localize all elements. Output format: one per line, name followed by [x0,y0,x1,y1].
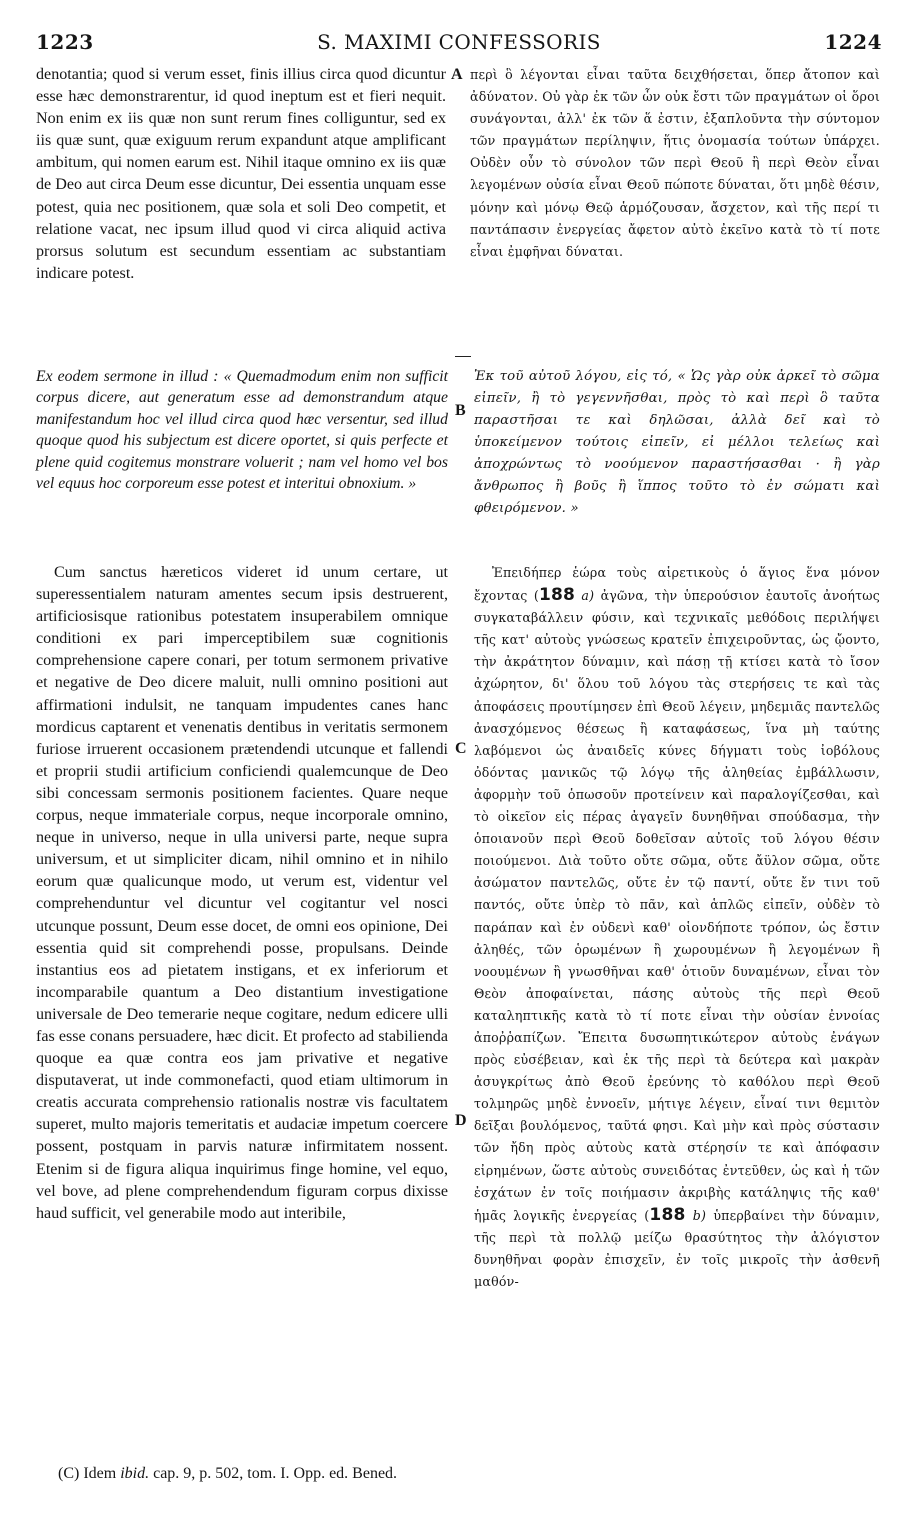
latin-column-section-1: denotantia; quod si verum esset, finis illius circa quod dicuntur esse hæc demonstrarentur, id quod ineptum est et fieri nequit. Non enim ex iis quæ non sunt rerum fines colliguntur, sed ex iis quæ sunt, quæ exiguum rerum expandunt atque amplificant ambitum, qui nomen earum est. Nihil itaque omnino ex iis quæ de Deo aut circa Deum esse dicuntur, Dei essentia unquam esse potest, quia nec positionem, quæ sola et soli Deo competit, et relatione vacat, nec ipsum illud quod vi circa aliquid activa prorsus solutum est secundum essentiam ac substantiam indicare potest. [36,66,446,282]
greek-column-section-3: Ἐπειδήπερ ἑώρα τοὺς αἱρετικοὺς ὁ ἅγιος ἕνα μόνον ἔχοντας (188 a) ἀγῶνα, τὴν ὑπερούσιον ἑαυτοῖς ἀνοήτως συγκαταβάλλειν φύσιν, καὶ τεχνικαῖς μεθόδοις περιλήψει τῆς κατ' αὐτοὺς γνώσεως κρατεῖν ἐπιχειροῦντας, ὡς ᾤοντο, τὴν ἀκράτητον δύναμιν, καὶ πάσῃ τῇ κτίσει κατὰ τὸ ἴσον ἀχώρητον, δι' ὅλου τοῦ λόγου τὰς στερήσεις τε καὶ τὰς ἀποφάσεις προυτίμησεν ἐπὶ Θεοῦ λέγειν, μηδεμιᾶς παντελῶς ἀνασχόμενος θέσεως ἢ καταφάσεως, ἵνα μὴ ταύτης λαβόμενοι ὡς ἀναιδεῖς κύνες δήγματι τοὺς ἰοβόλους ὀδόντας μανικῶς τῷ λόγῳ τῆς ἀληθείας ἐμβάλλωσιν, ἀφορμὴν τοῦ ὁπωσοῦν προτείνειν καὶ παραλογίζεσθαι, καὶ τὸ οἰκεῖον εἰς πέρας ἀγαγεῖν δυνηθῆναι σπούδασμα, τὴν ὁποιανοῦν περὶ Θεοῦ δοθεῖσαν αὐτοῖς τοῦ λόγου θέσιν ποιούμενοι. Διὰ τοῦτο οὔτε σῶμα, οὔτε ἄϋλον σῶμα, οὔτε ἀσώματον παντελῶς, οὔτε ἐν τῷ παντί, οὔτε ἔν τινι τοῦ παντός, οὔτε ὑπὲρ τὸ πᾶν, καὶ ἁπλῶς εἰπεῖν, οὐδὲν τὸ παράπαν καὶ ἐν οὐδενὶ καθ' οἱονδήποτε τρόπον, ὡς ἔστιν ἀληθές, τῶν ὁρωμένων ἢ χωρουμένων ἢ λεγομένων ἢ νοουμένων ἢ γνωσθῆναι καθ' ὁτιοῦν δυναμένων, εἶναι τὸν Θεὸν ἀποφαίνεται, πάσης αὐτοὺς τῆς περὶ Θεοῦ καταληπτικῆς κατὰ τὸ τί ποτε εἶναι τὴν οὐσίαν ἐννοίας ἀποῤῥαπίζων. Ἔπειτα δυσωπητικώτερον αὐτοὺς ἐνάγων πρὸς εὐσέβειαν, καὶ ἐκ τῆς περὶ τὰ δεύτερα καὶ μακρὰν ἀσυγκρίτως ἀπὸ Θεοῦ ἐρεύνης τὸ καθόλου περὶ Θεοῦ τολμηρῶς μηδὲ ἐννοεῖν, μήτιγε λέγειν, εἶναί τινι θεμιτὸν δεῖξαι βουλόμενος, ταῦτά φησι. Καὶ μὴν καὶ πρὸς σύστασιν τῶν ἤδη πρὸς αὐτοὺς κατὰ στέρησίν τε καὶ ἀπόφασιν εἰρημένων, ὥστε αὐτοὺς συνειδότας ἐντεῦθεν, ὡς καὶ ἡ τῶν ἐσχάτων ἐν τοῖς ποιήμασιν ἀκριβὴς κατάληψις τῆς καθ' ἡμᾶς λογικῆς ἐνεργείας (188 b) ὑπερβαίνει τὴν δύναμιν, τῆς περὶ τὰ πολλῷ μείζω θρασύτητος τὴν ἀλόγιστον δυνηθῆναι φορὰν ἐπισχεῖν, ἐν τοῖς μικροῖς τὴν ἀσθενῆ μαθόν- [474,565,880,1289]
latin-column-section-2: Ex eodem sermone in illud : « Quemadmodum enim non sufficit corpus dicere, aut generatum esse ad demonstrandum atque manifestandum hoc vel illud circa quod hæc versentur, sed illud quoque quod his subjectum est dicere oportet, si quis perfecte et plene quid cogitemus monstrare voluerit ; nam vel homo vel bos vel equus hoc corporeum esse potest et interitui obnoxium. » [36,368,448,493]
greek-column-section-2: Ἐκ τοῦ αὐτοῦ λόγου, εἰς τό, « Ὡς γὰρ οὐκ ἀρκεῖ τὸ σῶμα εἰπεῖν, ἢ τὸ γεγεννῆσθαι, πρὸς τὸ καὶ περὶ ὃ ταῦτα παραστῆσαι τε καὶ δηλῶσαι, ἀλλὰ δεῖ καὶ τὸ ὑποκείμενον τούτοις εἰπεῖν, εἰ μέλλοι τελείως καὶ ἀποχρώντως τὸ νοούμενον παραστήσασθαι · ἢ γὰρ ἄνθρωπος ἢ βοῦς ἢ ἵππος τοῦτο τὸ ἐν σώματι καὶ φθειρόμενον. » [474,369,880,516]
footnote-text-ibid: ibid. [120,1465,150,1482]
column-sub-b: b) [692,1207,707,1223]
latin-column-section-3: Cum sanctus hæreticos videret id unum certare, ut superessentialem naturam amentes secum ipsis destruerent, artificiosisque rationibus potestatem insuperabilem omnique conditioni ex pari imperceptibilem suæ cognitionis comprehensione capere conari, per totum sermonem privative et negative de Deo dicere maluit, nulli omnino positioni aut affirmationi indulsit, ne tanquam impudentes canes hanc mordicus captarent et venenatis dentibus in veritatis sermonem furiose irruerent occasionem prætendendi utcunque et fallendi et proprii studii artificium conficiendi qualemcunque de Deo sibi concessam sermonis positionem facientes. Quare neque corpus, neque immateriale corpus, neque incorporale omnino, neque in universo, neque in ulla universi parte, neque supra universum, et ut simpliciter dicam, nihil omnino et in nihilo eorum quæ qualicunque modo, ut verum est, videntur vel comprehenduntur vel dicuntur vel cogitantur vel nosci utcunque possunt, Deum esse docet, de omni eos opinione, Dei essentia quid sit comprehendi posse, propulsans. Deinde instantius eos ad pietatem instigans, et ex inferiorum et incomparabile quantum a Deo distantium investigatione universale de Deo temerarie neque cogitare, nedum edicere ulli fas esse conans persuadere, hæc dicit. Et profecto ad stabilienda quoque ea quæ contra eos jam privative et negative disputaverat, ut inde commonefacti, quod etiam ultimorum in creatis accurata comprehensio rationalis nostræ vis facultatem superet, multo majoris temeritatis et audaciæ impetum coercere possent, postquam in parvis naturæ infirmitatem nossent. Etenim si de figura aliqua inquirimus finge homine, vel equo, vel bove, ad plene comprehendendum figuram corpus dixisse haud sufficit, vel generabile modo aut interibile, [36,564,448,1222]
margin-letter-d: D [455,1112,467,1129]
footnote-text-ref: cap. 9, p. 502, tom. I. Opp. ed. Bened. [153,1465,398,1482]
column-number-188a: 188 [539,585,576,606]
footnote-mark: (C) [58,1465,80,1482]
footnote [58,1465,397,1483]
greek-text-part-c: ὑπερβαίνει τὴν δύναμιν, τῆς περὶ τὰ πολλῷ μείζω θρασύτητος τὴν ἀλόγιστον δυνηθῆναι φορὰν ἐπισχεῖν, ἐν τοῖς μικροῖς τὴν ἀσθενῆ μαθόν- [474,1207,880,1289]
greek-text-part-a: Ἐπειδήπερ ἑώρα τοὺς αἱρετικοὺς ὁ ἅγιος ἕνα μόνον ἔχοντας [474,565,880,604]
margin-letter-b: B [455,402,466,419]
running-title: S. MAXIMI CONFESSORIS [317,30,601,54]
column-number-188b: 188 [649,1204,686,1225]
page-header [36,30,882,58]
column-sub-a: a) [581,588,595,604]
page-number-right: 1224 [824,30,882,54]
footnote-text-idem: Idem [83,1465,117,1482]
section-divider [455,356,471,357]
margin-letter-a: A [451,66,463,83]
margin-letter-c: C [455,740,467,757]
greek-text-part-b: ἀγῶνα, τὴν ὑπερούσιον ἑαυτοῖς ἀνοήτως συγκαταβάλλειν φύσιν, καὶ τεχνικαῖς μεθόδοις περιλήψει τῆς κατ' αὐτοὺς γνώσεως κρατεῖν ἐπιχειροῦντας, ὡς ᾤοντο, τὴν ἀκράτητον δύναμιν, καὶ πάσῃ τῇ κτίσει κατὰ τὸ ἴσον ἀχώρητον, δι' ὅλου τοῦ λόγου τὰς στερήσεις τε καὶ τὰς ἀποφάσεις προυτίμησεν ἐπὶ Θεοῦ λέγειν, μηδεμιᾶς παντελῶς ἀνασχόμενος θέσεως ἢ καταφάσεως, ἵνα μὴ ταύτης λαβόμενοι ὡς ἀναιδεῖς κύνες δήγματι τοὺς ἰοβόλους ὀδόντας μανικῶς τῷ λόγῳ τῆς ἀληθείας ἐμβάλλωσιν, ἀφορμὴν τοῦ ὁπωσοῦν προτείνειν καὶ παραλογίζεσθαι, καὶ τὸ οἰκεῖον εἰς πέρας ἀγαγεῖν δυνηθῆναι σπούδασμα, τὴν ὁποιανοῦν περὶ Θεοῦ δοθεῖσαν αὐτοῖς τοῦ λόγου θέσιν ποιούμενοι. Διὰ τοῦτο οὔτε σῶμα, οὔτε ἄϋλον σῶμα, οὔτε ἀσώματον παντελῶς, οὔτε ἐν τῷ παντί, οὔτε ἔν τινι τοῦ παντός, οὔτε ὑπὲρ τὸ πᾶν, καὶ ἁπλῶς εἰπεῖν, οὐδὲν τὸ παράπαν καὶ ἐν οὐδενὶ καθ' οἱονδήποτε τρόπον, ὡς ἔστιν ἀληθές, τῶν ὁρωμένων ἢ χωρουμένων ἢ λεγομένων ἢ νοουμένων ἢ γνωσθῆναι καθ' ὁτιοῦν δυναμένων, εἶναι τὸν Θεὸν ἀποφαίνεται, πάσης αὐτοὺς τῆς περὶ Θεοῦ καταληπτικῆς κατὰ τὸ τί ποτε εἶναι τὴν οὐσίαν ἐννοίας ἀποῤῥαπίζων. Ἔπειτα δυσωπητικώτερον αὐτοὺς ἐνάγων πρὸς εὐσέβειαν, καὶ ἐκ τῆς περὶ τὰ δεύτερα καὶ μακρὰν ἀσυγκρίτως ἀπὸ Θεοῦ ἐρεύνης τὸ καθόλου περὶ Θεοῦ τολμηρῶς μηδὲ ἐννοεῖν, μήτιγε λέγειν, εἶναί τινι θεμιτὸν δεῖξαι βουλόμενος, ταῦτά φησι. Καὶ μὴν καὶ πρὸς σύστασιν τῶν ἤδη πρὸς αὐτοὺς κατὰ στέρησίν τε καὶ ἀπόφασιν εἰρημένων, ὥστε αὐτοὺς συνειδότας ἐντεῦθεν, ὡς καὶ ἡ τῶν ἐσχάτων ἐν τοῖς ποιήμασιν ἀκριβὴς κατάληψις τῆς καθ' ἡμᾶς λογικῆς ἐνεργείας [474,588,880,1223]
page-number-left: 1223 [36,30,94,54]
greek-column-section-1: περὶ ὃ λέγονται εἶναι ταῦτα δειχθήσεται, ὅπερ ἄτοπον καὶ ἀδύνατον. Οὐ γὰρ ἐκ τῶν ὧν οὐκ ἔστι τῶν πραγμάτων οἱ ὅροι συνάγονται, ἀλλ' ἐκ τῶν ἅ ἐστιν, ἐξαπλοῦντα τὴν σύντομον τῶν πραγμάτων περίληψιν, ἥτις ὀνομασία τούτων ὑπάρχει. Οὐδὲν οὖν τὸ σύνολον τῶν περὶ Θεοῦ ἢ περὶ Θεὸν εἶναι λεγομένων οὐσία εἶναι Θεοῦ πώποτε δύναται, ὅτι μηδὲ θέσιν, μόνην καὶ μόνῳ Θεῷ ἁρμόζουσαν, ἄσχετον, καὶ τῆς περί τι παντάπασιν ἐνεργείας ἄφετον αὐτὸ ἐκεῖνο κατὰ τὸ τί ποτε εἶναι ἐμφῆναι δύναται. [470,67,880,259]
